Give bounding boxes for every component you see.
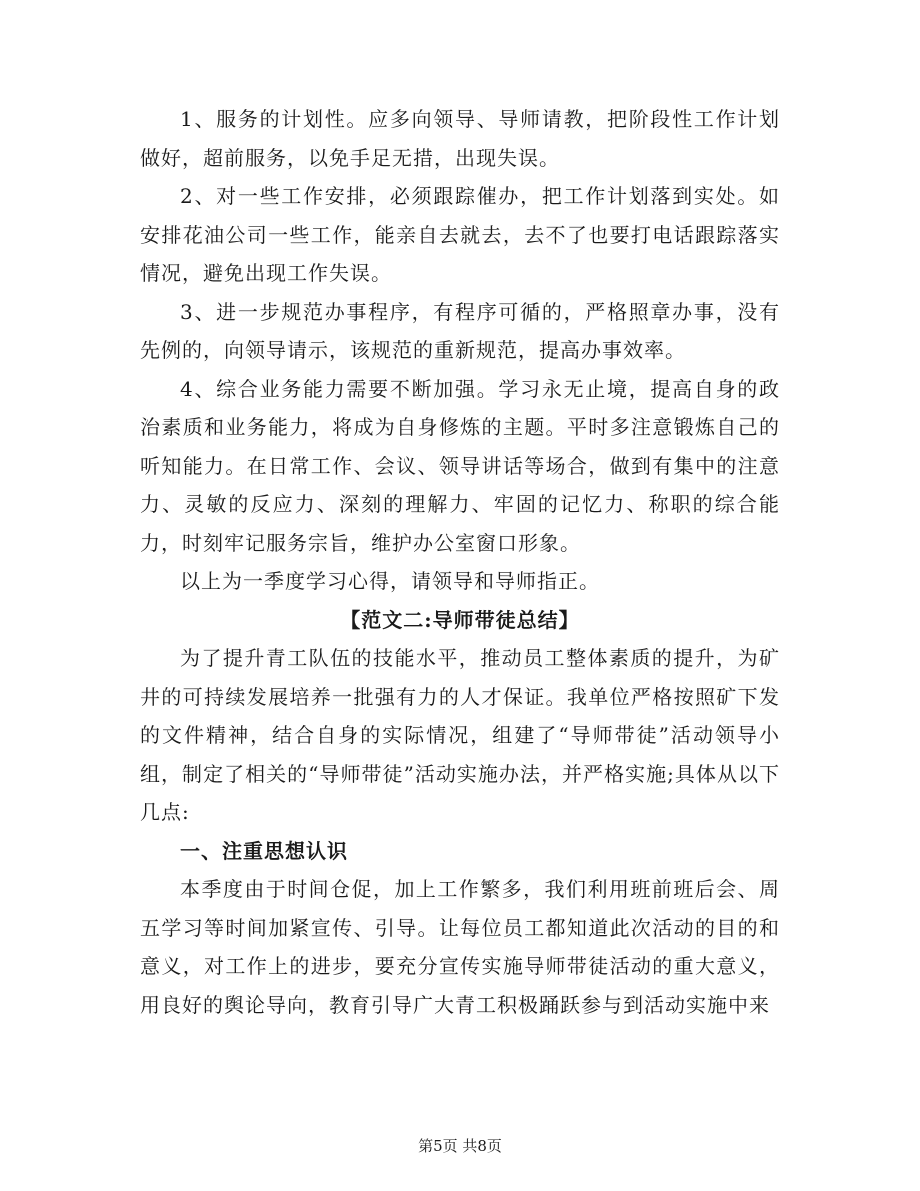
final-paragraph: 本季度由于时间仓促，加上工作繁多，我们利用班前班后会、周五学习等时间加紧宣传、引导。让每位员工都知道此次活动的目的和意义，对工作上的进步，要充分宣传实施导师带徒活动的重大意义，用良好的舆论导向，教育引导广大青工积极踊跃参与到活动实施中来 [140,877,780,1017]
document-body [140,100,780,1024]
section-title: 【范文二:导师带徒总结】 [340,607,580,632]
paragraph-item-1: 1、服务的计划性。应多向领导、导师请教，把阶段性工作计划做好，超前服务，以免手足无措，出现失误。 [140,107,780,170]
page-number: 第5页 共8页 [418,1137,502,1155]
paragraph-closing: 以上为一季度学习心得，请领导和导师指正。 [180,569,600,593]
subheading: 一、注重思想认识 [180,838,348,863]
paragraph-item-4: 4、综合业务能力需要不断加强。学习永无止境，提高自身的政治素质和业务能力，将成为自身修炼的主题。平时多注意锻炼自己的听知能力。在日常工作、会议、领导讲话等场合，做到有集中的注意力、灵敏的反应力、深刻的理解力、牢固的记忆力、称职的综合能力，时刻牢记服务宗旨，维护办公室窗口形象。 [140,376,780,555]
intro-paragraph: 为了提升青工队伍的技能水平，推动员工整体素质的提升，为矿井的可持续发展培养一批强有力的人才保证。我单位严格按照矿下发的文件精神，结合自身的实际情况，组建了“导师带徒”活动领导小组，制定了相关的“导师带徒”活动实施办法，并严格实施;具体从以下几点: [140,646,780,824]
paragraph-item-2: 2、对一些工作安排，必须跟踪催办，把工作计划落到实处。如安排花油公司一些工作，能亲自去就去，去不了也要打电话跟踪落实情况，避免出现工作失误。 [140,184,780,285]
paragraph-item-3: 3、进一步规范办事程序，有程序可循的，严格照章办事，没有先例的，向领导请示，该规范的重新规范，提高办事效率。 [140,299,780,362]
